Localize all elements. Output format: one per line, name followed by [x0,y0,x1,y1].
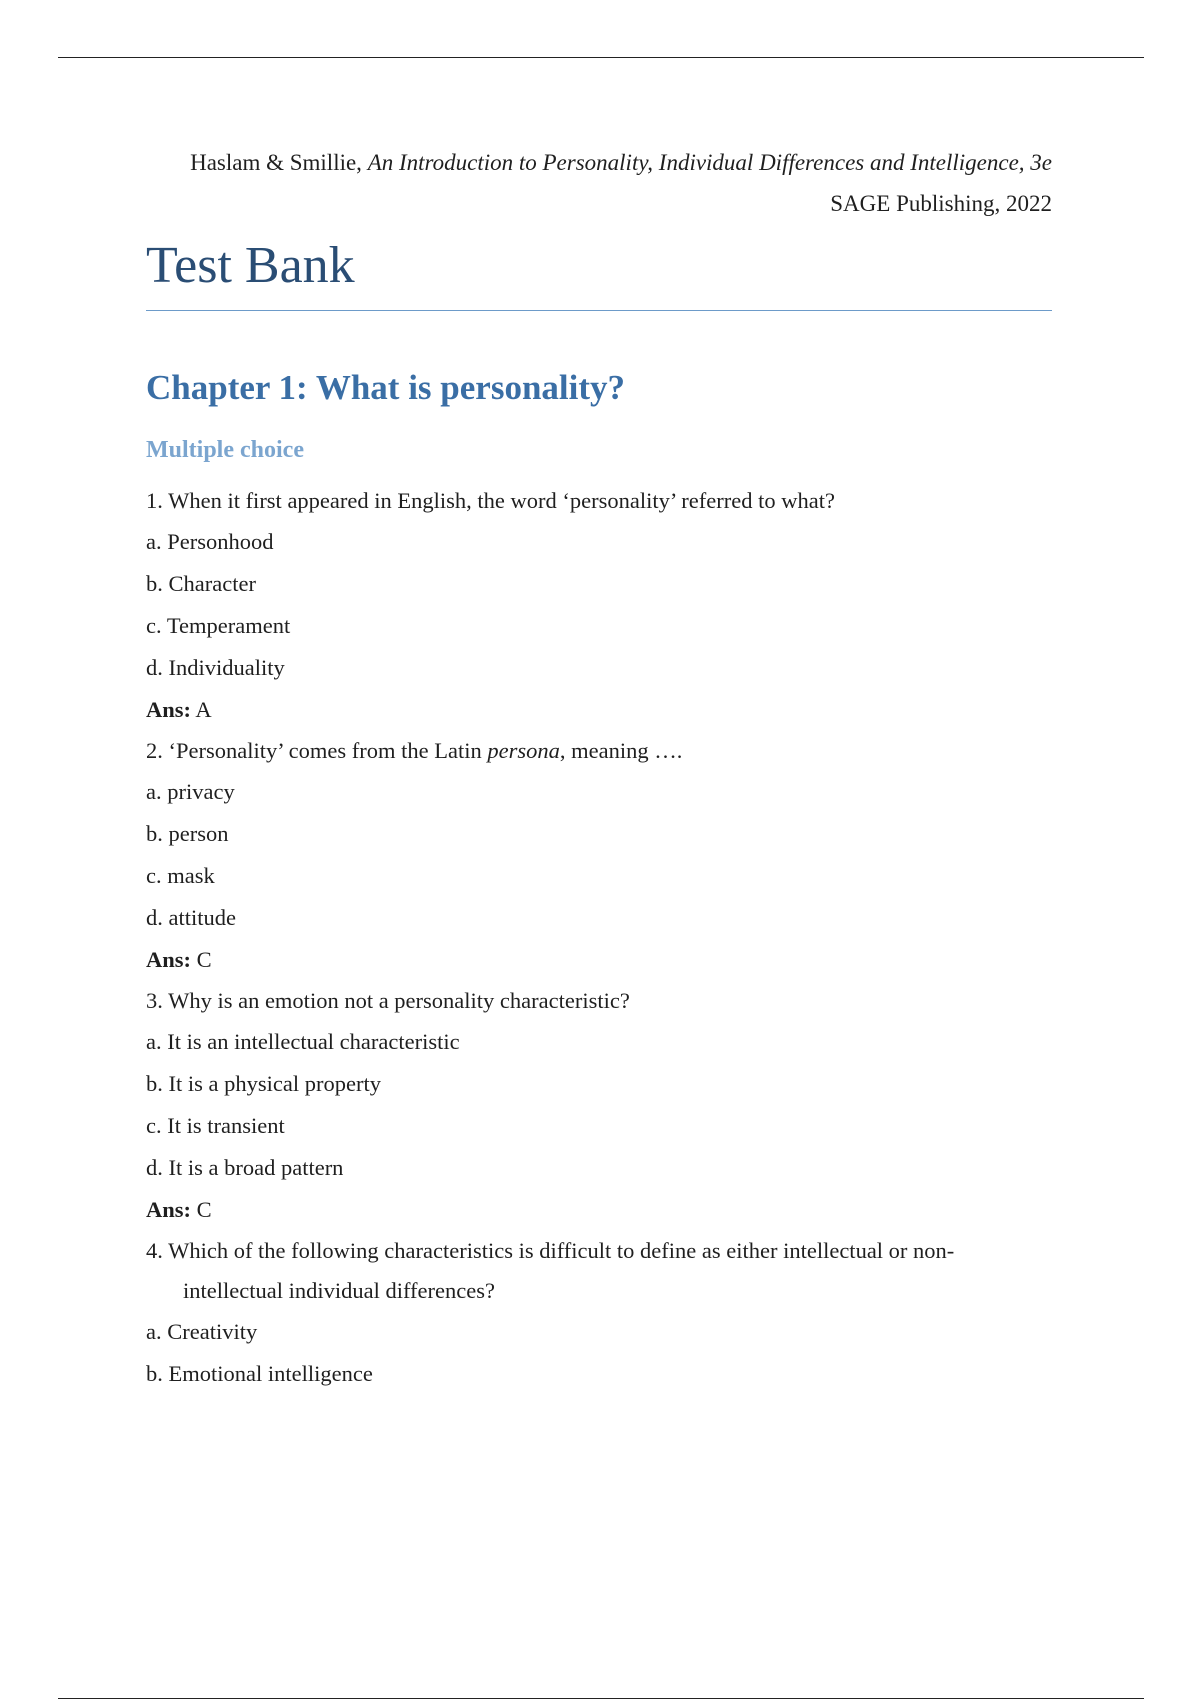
section-heading: Multiple choice [146,437,304,463]
option: d. It is a broad pattern [146,1155,344,1180]
answer-value: C [196,947,212,972]
question-1: 1. When it first appeared in English, the word ‘personality’ referred to what? [146,488,835,513]
option: d. Individuality [146,655,285,680]
top-rule [58,57,1144,58]
page-title: Test Bank [146,234,1052,311]
answer-3 [146,1189,1052,1231]
answer-label: Ans: [146,1197,192,1222]
option: c. mask [146,863,215,888]
option: a. privacy [146,779,235,804]
bottom-rule [58,1698,1144,1699]
answer-value: C [196,1197,212,1222]
question-list [146,481,1052,1395]
question-4: 4. Which of the following characteristics is difficult to define as either intellectual or non-intellectual individual differences? [146,1238,955,1303]
option: a. Personhood [146,529,274,554]
chapter-heading: Chapter 1: What is personality? [146,368,626,407]
option: c. It is transient [146,1113,285,1138]
option: a. It is an intellectual characteristic [146,1029,460,1054]
header-authors: Haslam & Smillie, [190,150,362,175]
option: d. attitude [146,905,236,930]
question-2-post: , meaning …. [559,738,683,763]
answer-value: A [195,697,212,722]
option: a. Creativity [146,1319,258,1344]
option: b. It is a physical property [146,1071,381,1096]
answer-1 [146,689,1052,731]
answer-label: Ans: [146,697,192,722]
answer-label: Ans: [146,947,192,972]
answer-2 [146,939,1052,981]
question-2 [146,731,1052,771]
option: b. Emotional intelligence [146,1361,373,1386]
option: b. person [146,821,229,846]
header-publisher: SAGE Publishing, 2022 [830,191,1052,216]
document-page [146,142,1052,1395]
option: c. Temperament [146,613,291,638]
option: b. Character [146,571,256,596]
running-header [146,142,1052,224]
question-3: 3. Why is an emotion not a personality characteristic? [146,988,630,1013]
question-2-pre: 2. ‘Personality’ comes from the Latin [146,738,488,763]
question-2-italic: persona [487,738,560,763]
header-book-title: An Introduction to Personality, Individual Differences and Intelligence, 3e [367,150,1052,175]
